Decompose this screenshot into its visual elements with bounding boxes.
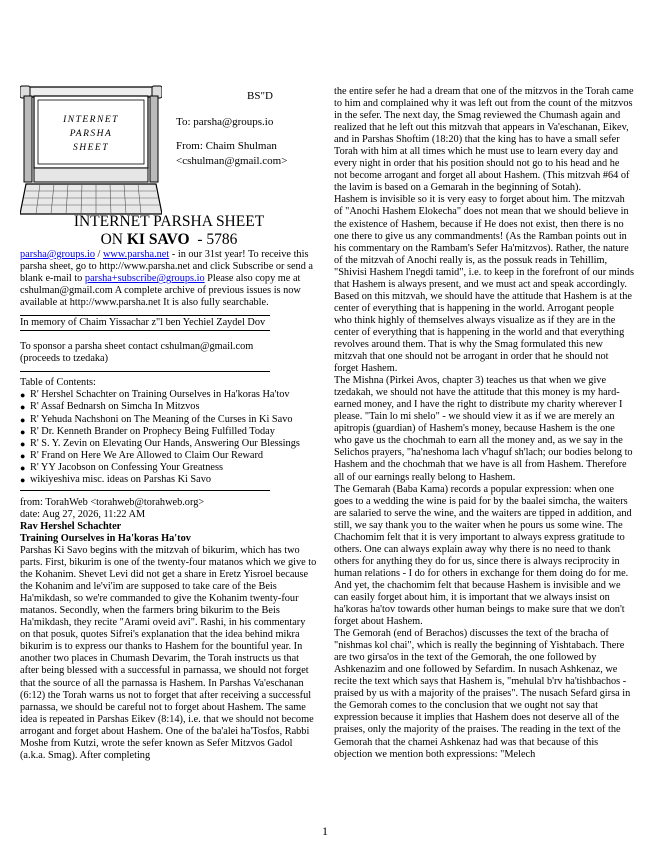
bullet-icon: ● xyxy=(20,414,26,425)
toc-item xyxy=(20,426,318,438)
subscribe-link[interactable]: parsha+subscribe@groups.io xyxy=(84,273,205,285)
article-paragraph: The Gemorah (end of Berachos) discusses the text of the bracha of "nishmas kol chai", which is really the beginning of Yishtabach. There are two girsa'os in the text of the Gemorah, the one followed by Ashkenazim and one followed by Sefardim. In nusach Ashkenaz, we recite the text which says that Hashem is, "mehulal b'rv ha'tishbachos - praised by us with a majority of the praises". The nusach Sefard girsa in the Gemorah comes to the conclusion that we ought not say that expression because it implies that Hashem does not deserve all of the praises, only the majority of the praises. The reading in the text of the Gemorah that the chamei Ashkenaz had was that because of this objection we mention both expressions: "Melech xyxy=(334,628,631,760)
sponsor-note: (proceeds to tzedaka) xyxy=(20,353,109,365)
left-column xyxy=(20,249,318,762)
toc-item xyxy=(20,474,318,486)
page-number: 1 xyxy=(322,824,328,838)
toc-item xyxy=(20,438,318,450)
title-prefix: ON xyxy=(100,231,127,248)
toc-item xyxy=(20,401,318,413)
website-link[interactable]: www.parsha.net xyxy=(103,249,170,260)
bullet-icon: ● xyxy=(20,462,26,473)
from-email: <cshulman@gmail.com> xyxy=(176,155,288,167)
from-line: From: Chaim Shulman xyxy=(176,140,277,152)
bsd-mark: BS"D xyxy=(247,90,273,102)
divider xyxy=(20,330,270,331)
toc-item xyxy=(20,389,318,401)
email-date: date: Aug 27, 2026, 11:22 AM xyxy=(20,508,146,520)
toc-item-label: R' YY Jacobson on Confessing Your Greatness xyxy=(30,461,224,473)
link-separator: / xyxy=(94,249,103,260)
parsha-sheet-logo xyxy=(20,84,162,218)
article-paragraph: The Gemarah (Baba Kama) records a popular expression: when one goes to a wedding the wine is paid for by the baalei simcha, the waiters are salaried to serve the wine, and the waiters are tipped in addition, and still, we say thank you to the waiter when he pours us some wine. The Chachomim felt that it is very important to always express gratitude to others. One can always explain away why there is no need to thank others for anything they do for us, since there is always reciprocity in human relations - I do for others in exchange for them doing do for me. And yet, the chachomim felt that because Hashem is invisible and we can easily forget about him, it is important that we always insist on ha'koras ha'tov towards other human beings to make sure that we don't forget about Hashem. xyxy=(334,483,632,628)
article-paragraph: The Mishna (Pirkei Avos, chapter 3) teaches us that when we give tzedakah, we should not have the attitude that this money is my hard-earned money, and I have the right to distribute my charity wherever I please. "Tain lo mi shelo" - we should view it as if we are merely an apitropis (guardian) of Hashem's money, because Hashem is the one who gave us the chochmah to earn all the money and, as we say in the Selichos prayers, "ha'neshoma lach v'haguf sh'lach; our bodies belong to Hashem and the chochmah that we have is all from Hashem. Therefore all of our earnings really belong to Hashem. xyxy=(334,375,633,483)
toc-item xyxy=(20,462,318,474)
logo-line-2: PARSHA xyxy=(69,129,113,139)
article-paragraph: the entire sefer he had a dream that one of the mitzvos in the Torah came to him and complained why it was left out from the count of the mitzvos in the sefer. The next day, the Smag reviewed the Chumash again and realized that he left out this mitzvah that appears in Va'eschanan, Eikev, and in Parshas Shoftim (18:20) that the king has to have a small sefer Torah with him at all times which he must use to learn every day and every night in order that his position should not go to his head and he not become arrogant and forget all about Hashem. (This mitzvah #64 of the lavim is based on a Gemarah in the beginning of Sotah). xyxy=(334,86,634,194)
article-paragraph: Hashem is invisible so it is very easy to forget about him. The mitzvah of "Anochi Hashem Elokecha" does not mean that we should believe in the existence of Hashem, because if He does not exist, then there is no one there to give us any commandments! (As the Ramban points out in his commentary on the Rambam's Sefer Ha'mitzvos). Rather, the nature of the mitzvah of Anochi really is, as the possuk reads in Tehillim, "Shivisi Hashem l'negdi tamid", i.e. to keep in the forefront of our minds that Hashem is always present, and we must act and speak accordingly. Based on this mitzvah, we should have the attitude that Hashem is at the center of everything that is happening in the world. Arrogant people who think highly of themselves always visualize as if they are in the center of everything that is happening in the world and that everything revolves around them. That is why the Smag formulated this new mitzvah that one should not be arrogant in order that he should not forget Hashem. xyxy=(334,194,634,375)
bullet-icon: ● xyxy=(20,390,26,401)
right-column xyxy=(334,86,634,761)
toc-item-label: R' Yehuda Nachshoni on The Meaning of the Curses in Ki Savo xyxy=(30,413,293,425)
toc-item-label: R' Assaf Bednarsh on Simcha In Mitzvos xyxy=(30,401,200,413)
toc-item xyxy=(20,450,318,462)
toc-list xyxy=(20,389,318,485)
toc-heading: Table of Contents: xyxy=(20,377,96,389)
toc-item-label: R' Frand on Here We Are Allowed to Claim Our Reward xyxy=(30,449,264,461)
page-title: INTERNET PARSHA SHEET xyxy=(73,213,265,230)
divider xyxy=(20,490,270,491)
intro-paragraph xyxy=(20,249,318,309)
bullet-icon: ● xyxy=(20,402,26,413)
intro-text-1: - in our 31st year! To receive this parsha sheet, go to http://www.parsha.net and click Subscribe or send a blank e-mail to xyxy=(20,249,314,285)
toc-item-label: R' Hershel Schachter on Training Ourselves in Ha'koras Ha'tov xyxy=(30,389,290,401)
divider xyxy=(20,371,270,372)
article-title: Training Ourselves in Ha'koras Ha'tov xyxy=(20,532,191,544)
toc-item-label: R' Dr. Kenneth Brander on Prophecy Being Fulfilled Today xyxy=(30,425,275,437)
parsha-name: KI SAVO xyxy=(126,231,190,248)
toc-item-label: wikiyeshiva misc. ideas on Parshas Ki Savo xyxy=(30,473,212,485)
toc-item xyxy=(20,414,318,426)
toc-item-label: R' S. Y. Zevin on Elevating Our Hands, Answering Our Blessings xyxy=(30,437,300,449)
bullet-icon: ● xyxy=(20,474,26,485)
parsha-title xyxy=(20,230,318,249)
email-from: from: TorahWeb <torahweb@torahweb.org> xyxy=(20,496,205,508)
bullet-icon: ● xyxy=(20,438,26,449)
groups-link[interactable]: parsha@groups.io xyxy=(20,249,95,260)
memorial-line: In memory of Chaim Yissachar z"l ben Yechiel Zaydel Dov xyxy=(20,317,266,329)
sponsor-line: To sponsor a parsha sheet contact cshulman@gmail.com xyxy=(20,341,254,353)
article-author: Rav Hershel Schachter xyxy=(20,520,122,532)
to-line: To: parsha@groups.io xyxy=(176,116,274,128)
title-year: - 5786 xyxy=(189,231,238,248)
logo-line-1: INTERNET xyxy=(63,115,119,125)
intro-text-2: Please also copy me at cshulman@gmail.com A complete archive of previous issues is now available at http://www.parsha.net It is also fully searchable. xyxy=(20,273,301,309)
logo-line-3: SHEET xyxy=(73,143,109,153)
divider xyxy=(20,315,270,316)
article-body-left: Parshas Ki Savo begins with the mitzvah of bikurim, which has two parts. First, bikurim is one of the twenty-four matanos which we give to the Kohanim. Shevet Levi did not get a share in Eretz Yisroel because the Kohanim and le'vi'im are supposed to take care of the Beis Ha'mikdash, so we're commanded to give the Kohanim twenty-four matanos. Secondly, when the farmers bring bikurim to the Beis Ha'mikdash, they recite "Arami oveid avi". Rashi, in his commentary on that posuk, quotes Sifrei's explanation that the idea behind mikra bikurim is to express our thanks to Hashem for the bountiful year. In another two places in Chumash Devarim, the Torah instructs us that after being blessed with a successful in parnassa, we should not forget that the source of all the parnassa is Hashem. In Parshas Va'eschanan (6:12) the Torah warns us not to forget that after receiving a successful parnassa, we should be careful not to forget about Hashem. The same idea is repeated in Parshas Eikev (8:14), i.e. that we should not become arrogant and forget about Hashem. One of the ba'alei ha'Tosfos, Rabbi Moshe from Kutzi, wrote the sefer known as Sefer Mitzvos Gadol (a.k.a. Smag). After completing xyxy=(20,544,317,761)
bullet-icon: ● xyxy=(20,450,26,461)
bullet-icon: ● xyxy=(20,426,26,437)
